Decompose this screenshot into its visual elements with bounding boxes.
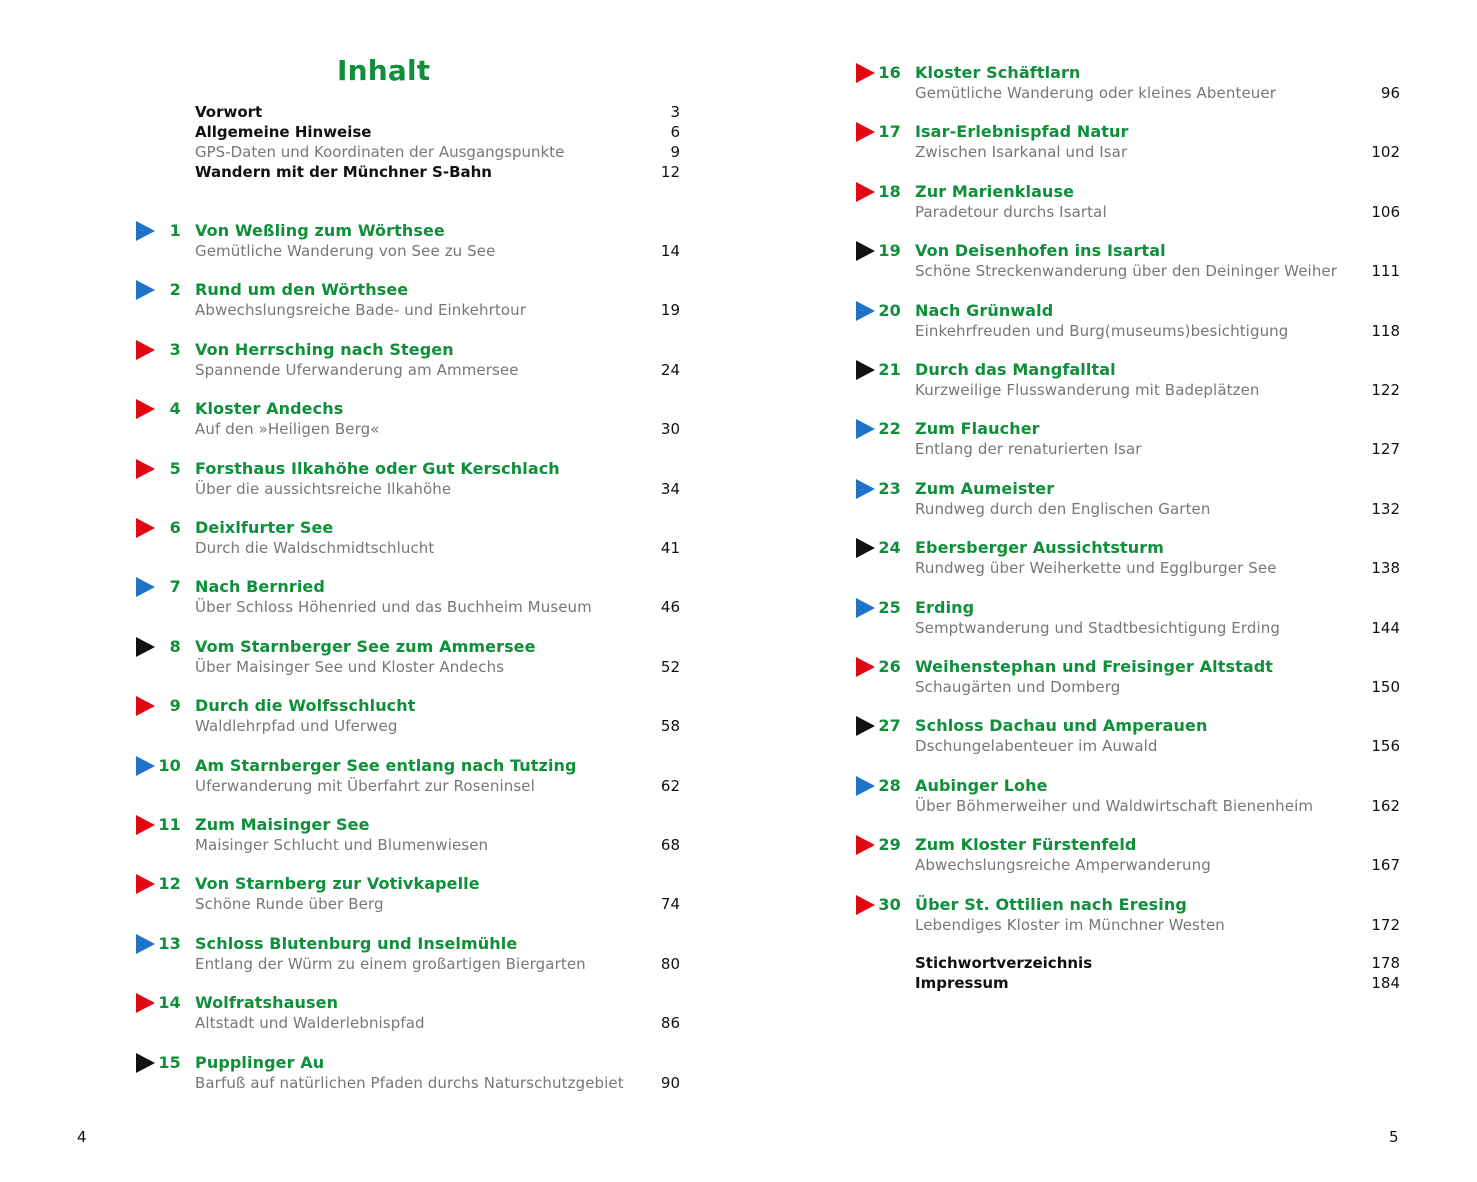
toc-tour-entry[interactable]: [739, 241, 1477, 281]
tour-title: Durch das Mangfalltal: [915, 360, 1116, 379]
toc-tour-entry[interactable]: [739, 598, 1477, 638]
tour-subtitle: Über Böhmerweiher und Waldwirtschaft Bienenheim: [915, 796, 1314, 815]
tour-page-number: 156: [1371, 737, 1400, 756]
toc-tour-entry[interactable]: [0, 280, 738, 320]
tour-title: Zur Marienklause: [915, 181, 1075, 201]
tour-subtitle: Kurzweilige Flusswanderung mit Badeplätzen: [915, 381, 1260, 399]
toc-tour-entry[interactable]: [0, 993, 738, 1033]
tour-title: Von Deisenhofen ins Isartal: [915, 241, 1166, 261]
tour-title: Nach Grünwald: [915, 300, 1054, 320]
tour-title: Isar-Erlebnispfad Natur: [915, 122, 1129, 142]
tour-number: 1: [169, 221, 181, 240]
tour-number: 12: [158, 874, 181, 894]
tour-title: Erding: [915, 597, 975, 617]
tour-page-number: 68: [660, 836, 680, 854]
toc-tour-entry[interactable]: [0, 459, 738, 499]
toc-entry-label: Vorwort: [195, 103, 263, 121]
toc-title: Inhalt: [337, 54, 431, 87]
tour-subtitle: Schöne Runde über Berg: [195, 895, 384, 914]
tour-subtitle: Gemütliche Wanderung von See zu See: [195, 242, 496, 260]
tour-number: 19: [878, 241, 901, 261]
toc-tour-entry[interactable]: [0, 1053, 738, 1093]
toc-front-back-matter-item[interactable]: [0, 122, 738, 142]
tour-page-number: 34: [660, 479, 680, 498]
toc-tour-entry[interactable]: [0, 696, 738, 736]
tour-page-number: 122: [1371, 381, 1400, 399]
toc-tour-entry[interactable]: [739, 122, 1477, 162]
toc-entry-label: Impressum: [915, 974, 1009, 992]
toc-tour-entry[interactable]: [0, 934, 738, 974]
tour-title: Von Herrsching nach Stegen: [195, 339, 454, 359]
tour-subtitle: Altstadt und Walderlebnispfad: [195, 1014, 425, 1033]
toc-front-back-matter-item[interactable]: [0, 162, 738, 182]
tour-number: 21: [878, 360, 901, 379]
tour-title: Wolfratshausen: [195, 993, 339, 1013]
toc-front-back-matter-item[interactable]: [739, 973, 1477, 993]
tour-page-number: 132: [1371, 499, 1400, 518]
toc-tour-entry[interactable]: [0, 577, 738, 617]
toc-tour-entry[interactable]: [739, 419, 1477, 459]
tour-page-number: 102: [1371, 143, 1400, 162]
toc-front-back-matter-item[interactable]: [0, 142, 738, 162]
tour-subtitle: Dschungelabenteuer im Auwald: [915, 737, 1158, 756]
tour-number: 15: [158, 1052, 181, 1072]
tour-subtitle: Spannende Uferwanderung am Ammersee: [195, 360, 519, 379]
tour-title: Zum Kloster Fürstenfeld: [915, 835, 1137, 855]
tour-page-number: 138: [1371, 559, 1400, 578]
tour-number: 29: [878, 835, 901, 855]
tour-page-number: 19: [660, 301, 680, 320]
tour-subtitle: Rundweg über Weiherkette und Egglburger See: [915, 559, 1277, 578]
tour-page-number: 58: [660, 717, 680, 736]
toc-entry-label: Allgemeine Hinweise: [195, 123, 372, 141]
tour-number: 25: [878, 597, 901, 617]
tour-number: 22: [878, 419, 901, 439]
tour-page-number: 106: [1371, 202, 1400, 221]
tour-title: Kloster Schäftlarn: [915, 63, 1081, 82]
tour-number: 8: [169, 636, 181, 656]
tour-title: Schloss Blutenburg und Inselmühle: [195, 933, 518, 953]
toc-front-back-matter-item[interactable]: [739, 953, 1477, 973]
toc-tour-entry[interactable]: [0, 874, 738, 914]
tour-subtitle: Über Schloss Höhenried und das Buchheim Museum: [195, 598, 592, 617]
tour-page-number: 172: [1371, 915, 1400, 934]
tour-title: Zum Aumeister: [915, 478, 1055, 498]
tour-number: 9: [169, 696, 181, 716]
tour-subtitle: Abwechslungsreiche Bade- und Einkehrtour: [195, 301, 527, 320]
toc-tour-entry[interactable]: [739, 182, 1477, 222]
tour-subtitle: Barfuß auf natürlichen Pfaden durchs Naturschutzgebiet: [195, 1073, 624, 1092]
toc-page-number: 178: [1371, 954, 1400, 972]
tour-number: 2: [169, 280, 181, 300]
tour-subtitle: Schöne Streckenwanderung über den Deininger Weiher: [915, 262, 1338, 281]
tour-subtitle: Einkehrfreuden und Burg(museums)besichtigung: [915, 321, 1289, 340]
tour-page-number: 74: [660, 895, 680, 914]
tour-title: Nach Bernried: [195, 577, 325, 597]
tour-title: Von Weßling zum Wörthsee: [195, 221, 445, 240]
page-number-left: 4: [77, 1128, 87, 1146]
toc-tour-entry[interactable]: [0, 340, 738, 380]
tour-page-number: 52: [660, 657, 680, 676]
tour-subtitle: Maisinger Schlucht und Blumenwiesen: [195, 836, 489, 854]
tour-subtitle: Entlang der Würm zu einem großartigen Biergarten: [195, 954, 586, 973]
toc-tour-entry[interactable]: [0, 518, 738, 558]
tour-title: Durch die Wolfsschlucht: [195, 696, 416, 716]
toc-tour-entry[interactable]: [739, 479, 1477, 519]
tour-number: 6: [169, 518, 181, 537]
tour-number: 3: [169, 339, 181, 359]
tour-page-number: 144: [1371, 618, 1400, 637]
tour-title: Am Starnberger See entlang nach Tutzing: [195, 755, 577, 775]
toc-page-number: 184: [1371, 974, 1400, 992]
tour-subtitle: Uferwanderung mit Überfahrt zur Roseninsel: [195, 776, 535, 795]
toc-page-number: 3: [670, 103, 680, 121]
tour-title: Forsthaus Ilkahöhe oder Gut Kerschlach: [195, 458, 560, 478]
tour-number: 17: [878, 122, 901, 142]
toc-entry-label: Stichwortverzeichnis: [915, 954, 1093, 972]
tour-page-number: 96: [1380, 84, 1400, 102]
tour-subtitle: Entlang der renaturierten Isar: [915, 440, 1142, 459]
tour-page-number: 90: [660, 1073, 680, 1092]
tour-page-number: 14: [660, 242, 680, 260]
tour-subtitle: Lebendiges Kloster im Münchner Westen: [915, 915, 1225, 934]
toc-page-number: 9: [670, 143, 680, 161]
tour-number: 26: [878, 657, 901, 676]
tour-subtitle: Zwischen Isarkanal und Isar: [915, 143, 1128, 162]
tour-subtitle: Über die aussichtsreiche Ilkahöhe: [195, 479, 452, 498]
toc-tour-entry[interactable]: [739, 657, 1477, 697]
toc-tour-entry[interactable]: [0, 399, 738, 439]
tour-title: Deixlfurter See: [195, 518, 334, 537]
toc-entry-label: GPS-Daten und Koordinaten der Ausgangspunkte: [195, 143, 565, 161]
tour-number: 11: [158, 815, 181, 834]
tour-page-number: 80: [660, 954, 680, 973]
toc-front-back-matter-item[interactable]: [0, 102, 738, 122]
toc-tour-entry[interactable]: [0, 756, 738, 796]
tour-title: Von Starnberg zur Votivkapelle: [195, 874, 480, 894]
toc-tour-entry[interactable]: [739, 63, 1477, 103]
tour-subtitle: Waldlehrpfad und Uferweg: [195, 717, 398, 736]
tour-number: 4: [169, 399, 181, 419]
toc-tour-entry[interactable]: [739, 538, 1477, 578]
tour-title: Zum Flaucher: [915, 419, 1040, 439]
toc-tour-entry[interactable]: [739, 835, 1477, 875]
left-page: [0, 0, 738, 1182]
toc-page-number: 6: [670, 123, 680, 141]
tour-number: 27: [878, 716, 901, 736]
tour-page-number: 162: [1371, 796, 1400, 815]
toc-tour-entry[interactable]: [739, 301, 1477, 341]
tour-page-number: 127: [1371, 440, 1400, 459]
toc-tour-entry[interactable]: [0, 815, 738, 855]
tour-title: Ebersberger Aussichtsturm: [915, 538, 1165, 558]
tour-page-number: 24: [660, 360, 680, 379]
tour-subtitle: Gemütliche Wanderung oder kleines Abenteuer: [915, 84, 1276, 102]
tour-number: 30: [878, 894, 901, 914]
tour-number: 24: [878, 538, 901, 558]
tour-title: Rund um den Wörthsee: [195, 280, 409, 300]
tour-number: 16: [878, 63, 901, 82]
tour-number: 28: [878, 775, 901, 795]
tour-subtitle: Semptwanderung und Stadtbesichtigung Erding: [915, 618, 1281, 637]
toc-page-number: 12: [660, 163, 680, 181]
tour-title: Zum Maisinger See: [195, 815, 370, 834]
tour-subtitle: Abwechslungsreiche Amperwanderung: [915, 856, 1211, 875]
tour-number: 10: [158, 755, 181, 775]
toc-tour-entry[interactable]: [0, 221, 738, 261]
tour-title: Kloster Andechs: [195, 399, 344, 419]
tour-subtitle: Durch die Waldschmidtschlucht: [195, 539, 435, 557]
page-number-right: 5: [1389, 1128, 1399, 1146]
tour-title: Über St. Ottilien nach Eresing: [915, 894, 1187, 914]
tour-title: Aubinger Lohe: [915, 775, 1048, 795]
tour-subtitle: Paradetour durchs Isartal: [915, 202, 1107, 221]
toc-entry-label: Wandern mit der Münchner S-Bahn: [195, 163, 492, 181]
tour-number: 5: [169, 458, 181, 478]
tour-number: 14: [158, 993, 181, 1013]
tour-subtitle: Auf den »Heiligen Berg«: [195, 420, 380, 439]
tour-page-number: 46: [660, 598, 680, 617]
tour-number: 7: [169, 577, 181, 597]
toc-tour-entry[interactable]: [739, 716, 1477, 756]
tour-number: 23: [878, 478, 901, 498]
tour-page-number: 111: [1371, 262, 1400, 281]
toc-tour-entry[interactable]: [739, 895, 1477, 935]
tour-subtitle: Über Maisinger See und Kloster Andechs: [195, 657, 505, 676]
tour-number: 18: [878, 181, 901, 201]
toc-tour-entry[interactable]: [739, 776, 1477, 816]
toc-tour-entry[interactable]: [0, 637, 738, 677]
tour-page-number: 167: [1371, 856, 1400, 875]
tour-title: Vom Starnberger See zum Ammersee: [195, 636, 536, 656]
tour-number: 13: [158, 933, 181, 953]
right-page: [739, 0, 1477, 1182]
tour-page-number: 150: [1371, 678, 1400, 696]
tour-subtitle: Rundweg durch den Englischen Garten: [915, 499, 1211, 518]
tour-page-number: 30: [660, 420, 680, 439]
tour-title: Schloss Dachau und Amperauen: [915, 716, 1208, 736]
tour-page-number: 62: [660, 776, 680, 795]
tour-number: 20: [878, 300, 901, 320]
tour-page-number: 86: [660, 1014, 680, 1033]
tour-title: Pupplinger Au: [195, 1052, 325, 1072]
tour-page-number: 118: [1371, 321, 1400, 340]
toc-tour-entry[interactable]: [739, 360, 1477, 400]
tour-page-number: 41: [660, 539, 680, 557]
tour-title: Weihenstephan und Freisinger Altstadt: [915, 657, 1274, 676]
tour-subtitle: Schaugärten und Domberg: [915, 678, 1121, 696]
